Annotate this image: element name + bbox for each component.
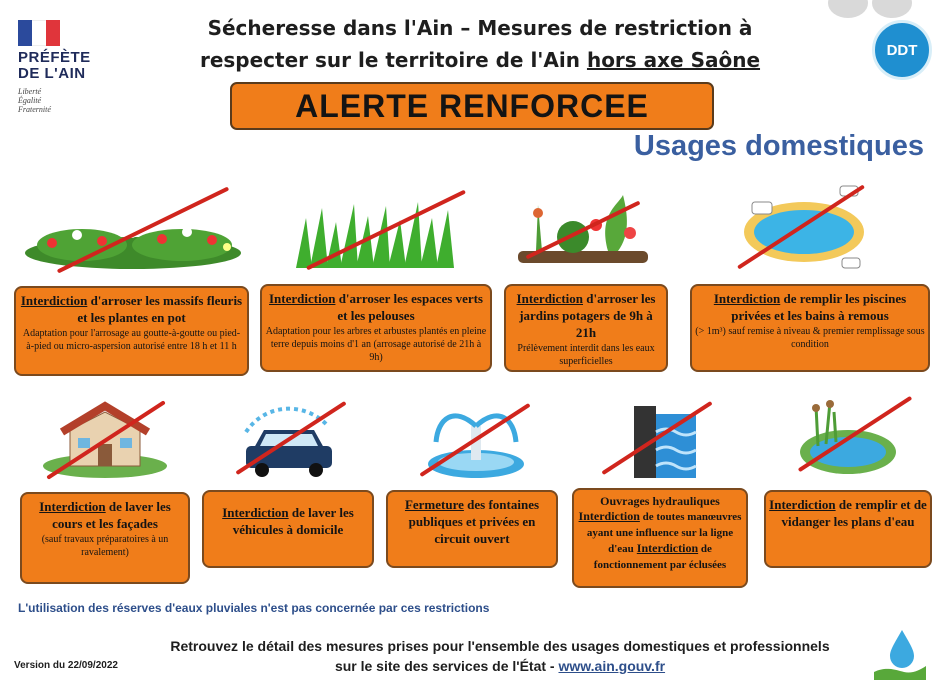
card-jardins-potagers: Interdiction d'arroser les jardins potagers de 9h à 21h Prélèvement interdit dans les eaux superficielles xyxy=(504,284,668,372)
card-vehicules: Interdiction de laver les véhicules à domicile xyxy=(202,490,374,568)
card-piscines: Interdiction de remplir les piscines privées et les bains à remous (> 1m³) sauf remise à niveau & premier remplissage sous condition xyxy=(690,284,930,372)
share-circle-icon xyxy=(828,0,868,18)
prefecture-logo xyxy=(18,20,128,114)
logo-line2: DE L'AIN xyxy=(18,65,86,82)
section-title: Usages domestiques xyxy=(633,130,924,162)
card-plans-eau: Interdiction de remplir et de vidanger les plans d'eau xyxy=(764,490,932,568)
french-flag-icon xyxy=(18,20,60,46)
site-link[interactable]: www.ain.gouv.fr xyxy=(558,658,666,674)
pluvial-note: L'utilisation des réserves d'eaux pluviales n'est pas concernée par ces restrictions xyxy=(18,601,490,615)
page-title: Sécheresse dans l'Ain – Mesures de restriction à respecter sur le territoire de l'Ain hors axe Saône xyxy=(199,16,761,72)
card-massifs-fleuris: Interdiction d'arroser les massifs fleuris et les plantes en pot Adaptation pour l'arrosage au goutte-à-goutte ou pied-à-pied ou micro-aspersion autorisé entre 18 h et 11 h xyxy=(14,286,249,376)
motto: Liberté Égalité Fraternité xyxy=(18,87,51,114)
card-cours-facades: Interdiction de laver les cours et les façades (sauf travaux préparatoires à un ravalement) xyxy=(20,492,190,584)
share-circle-icon xyxy=(872,0,912,18)
ddt-logo-icon: DDT xyxy=(872,20,932,80)
footer-text: Retrouvez le détail des mesures prises pour l'ensemble des usages domestiques et professionnels sur le site des services de l'État - www.ain.gouv.fr xyxy=(170,638,830,674)
version-date: Version du 22/09/2022 xyxy=(14,660,118,671)
flowers-icon xyxy=(22,205,244,270)
card-fontaines: Fermeture des fontaines publiques et privées en circuit ouvert xyxy=(386,490,558,568)
card-ouvrages-hydrauliques: Ouvrages hydrauliques Interdiction de toutes manœuvres ayant une influence sur la ligne d'eau Interdiction de fonctionnement par éclusées xyxy=(572,488,748,588)
card-espaces-verts: Interdiction d'arroser les espaces verts et les pelouses Adaptation pour les arbres et arbustes plantés en pleine terre depuis moins d'1 an (arrosage autorisé de 21h à 9h) xyxy=(260,284,492,372)
vegetable-garden-icon xyxy=(518,185,648,267)
logo-line1: PRÉFÈTE xyxy=(18,49,91,66)
alert-banner: ALERTE RENFORCEE xyxy=(230,82,714,130)
water-drop-hand-icon xyxy=(872,626,928,682)
